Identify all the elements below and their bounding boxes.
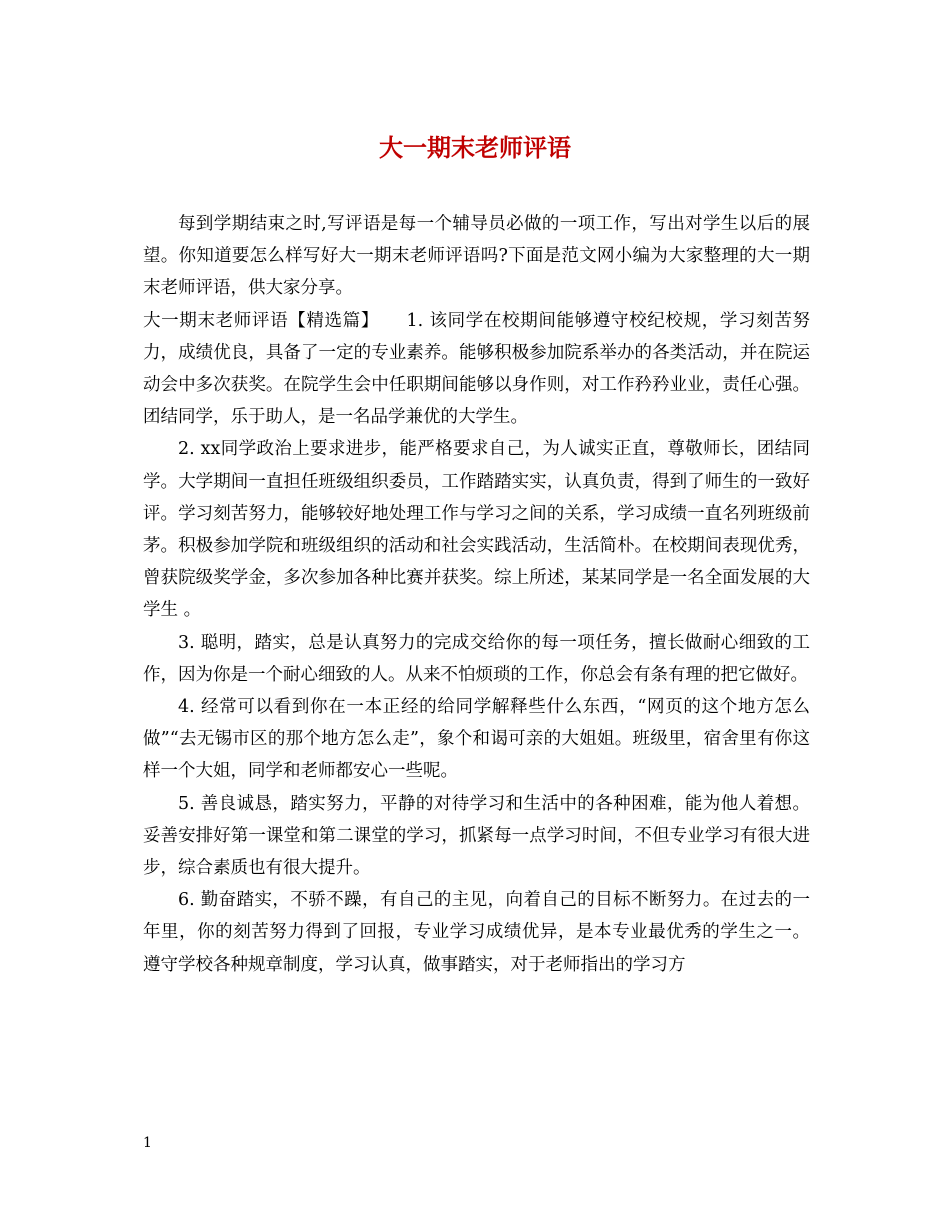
paragraph-item-4: 4. 经常可以看到你在一本正经的给同学解释些什么东西，“网页的这个地方怎么做”“去无锡市区的那个地方怎么走”，象个和谒可亲的大姐姐。班级里，宿舍里有你这样一个大姐，同学和老师都安心一些呢。: [143, 697, 810, 782]
paragraph-item-2: 2. xx同学政治上要求进步，能严格要求自己，为人诚实正直，尊敬师长，团结同学。大学期间一直担任班级组织委员，工作踏踏实实，认真负责，得到了师生的一致好评。学习刻苦努力，能够较好地处理工作与学习之间的关系，学习成绩一直名列班级前茅。积极参加学院和班级组织的活动和社会实践活动，生活简朴。在校期间表现优秀，曾获院级奖学金，多次参加各种比赛并获奖。综上所述，某某同学是一名全面发展的大学生 。: [143, 439, 810, 621]
paragraph-intro: 每到学期结束之时,写评语是每一个辅导员必做的一项工作，写出对学生以后的展望。你知道要怎么样写好大一期末老师评语吗?下面是范文网小编为大家整理的大一期末老师评语，供大家分享。: [143, 214, 810, 299]
paragraph-item-6: 6. 勤奋踏实，不骄不躁，有自己的主见，向着自己的目标不断努力。在过去的一年里，你的刻苦努力得到了回报，专业学习成绩优异，是本专业最优秀的学生之一。 遵守学校各种规章制度，学习认真，做事踏实，对于老师指出的学习方: [143, 890, 810, 975]
paragraph-item-1: 大一期末老师评语【精选篇】 1. 该同学在校期间能够遵守校纪校规，学习刻苦努力，成绩优良，具备了一定的专业素养。能够积极参加院系举办的各类活动，并在院运动会中多次获奖。在院学生会中任职期间能够以身作则，对工作矜矜业业，责任心强。团结同学，乐于助人，是一名品学兼优的大学生。: [143, 310, 810, 428]
document-body: [143, 208, 810, 981]
paragraph-item-3: 3. 聪明，踏实，总是认真努力的完成交给你的每一项任务，擅长做耐心细致的工作，因为你是一个耐心细致的人。从来不怕烦琐的工作，你总会有条有理的把它做好。: [143, 632, 810, 685]
document-title: 大一期末老师评语: [379, 133, 571, 162]
page-number: 1: [143, 1135, 152, 1151]
paragraph-item-5: 5. 善良诚恳，踏实努力，平静的对待学习和生活中的各种困难，能为他人着想。妥善安排好第一课堂和第二课堂的学习，抓紧每一点学习时间，不但专业学习有很大进步，综合素质也有很大提升。: [143, 793, 810, 879]
